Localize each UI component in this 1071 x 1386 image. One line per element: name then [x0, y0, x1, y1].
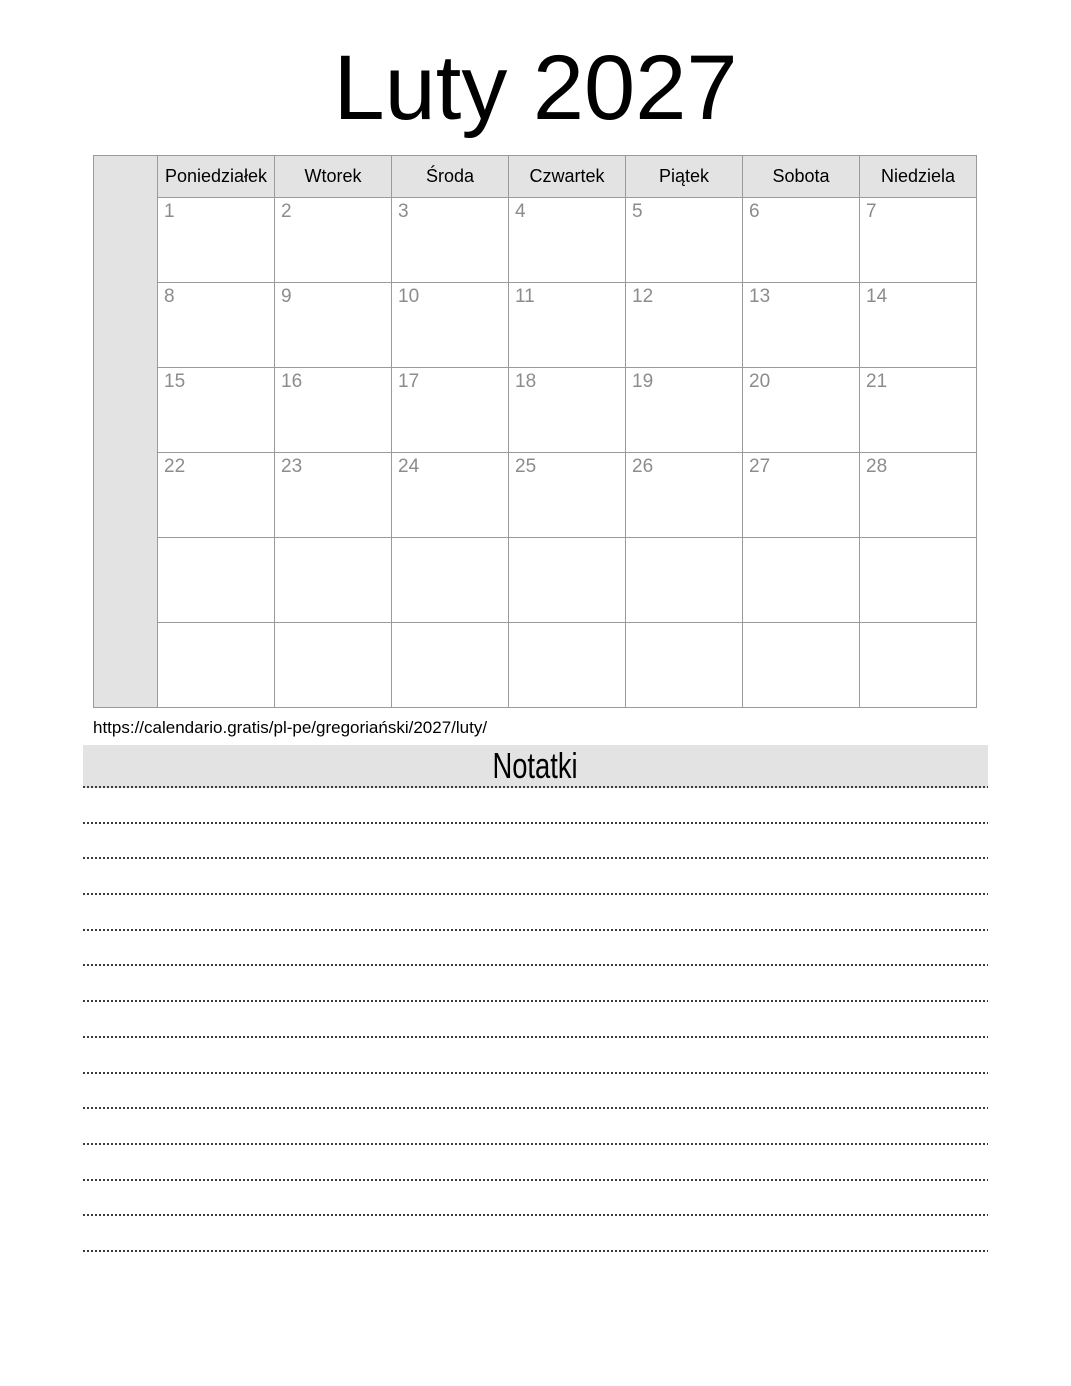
weekday-header-5: Piątek [626, 156, 743, 198]
day-cell-empty [860, 538, 977, 623]
day-cell-13: 13 [743, 283, 860, 368]
source-url: https://calendario.gratis/pl-pe/gregoriański/2027/luty/ [93, 718, 488, 737]
day-cell-26: 26 [626, 453, 743, 538]
calendar-header-row [94, 156, 977, 198]
day-cell-empty [509, 623, 626, 708]
day-cell-empty [275, 538, 392, 623]
day-cell-12: 12 [626, 283, 743, 368]
weekday-header-3: Środa [392, 156, 509, 198]
calendar-week-row-1 [94, 198, 977, 283]
day-cell-23: 23 [275, 453, 392, 538]
page-title: Luty 2027 [333, 37, 738, 139]
day-cell-19: 19 [626, 368, 743, 453]
weekday-header-1: Poniedziałek [158, 156, 275, 198]
notes-header [83, 745, 988, 788]
note-line [83, 1216, 988, 1252]
day-cell-empty [626, 623, 743, 708]
calendar-week-row-2 [94, 283, 977, 368]
day-cell-empty [392, 623, 509, 708]
day-cell-27: 27 [743, 453, 860, 538]
day-cell-22: 22 [158, 453, 275, 538]
calendar-week-row-4 [94, 453, 977, 538]
day-cell-28: 28 [860, 453, 977, 538]
day-cell-10: 10 [392, 283, 509, 368]
day-cell-8: 8 [158, 283, 275, 368]
note-line [83, 1074, 988, 1110]
note-line [83, 931, 988, 967]
day-cell-17: 17 [392, 368, 509, 453]
day-cell-24: 24 [392, 453, 509, 538]
day-cell-25: 25 [509, 453, 626, 538]
day-cell-7: 7 [860, 198, 977, 283]
calendar-table [93, 155, 977, 708]
note-line [83, 1109, 988, 1145]
day-cell-empty [158, 538, 275, 623]
weekday-header-6: Sobota [743, 156, 860, 198]
day-cell-empty [743, 538, 860, 623]
note-line [83, 1038, 988, 1074]
day-cell-empty [392, 538, 509, 623]
notes-section [83, 745, 988, 1252]
week-number-column [94, 156, 158, 708]
notes-lines [83, 788, 988, 1252]
day-cell-3: 3 [392, 198, 509, 283]
day-cell-5: 5 [626, 198, 743, 283]
note-line [83, 966, 988, 1002]
day-cell-11: 11 [509, 283, 626, 368]
day-cell-empty [275, 623, 392, 708]
note-line [83, 895, 988, 931]
weekday-header-4: Czwartek [509, 156, 626, 198]
day-cell-14: 14 [860, 283, 977, 368]
note-line [83, 1145, 988, 1181]
day-cell-18: 18 [509, 368, 626, 453]
day-cell-20: 20 [743, 368, 860, 453]
day-cell-15: 15 [158, 368, 275, 453]
note-line [83, 1002, 988, 1038]
notes-title: Notatki [492, 745, 579, 786]
day-cell-6: 6 [743, 198, 860, 283]
weekday-header-2: Wtorek [275, 156, 392, 198]
note-line [83, 859, 988, 895]
day-cell-empty [509, 538, 626, 623]
day-cell-21: 21 [860, 368, 977, 453]
day-cell-1: 1 [158, 198, 275, 283]
day-cell-empty [626, 538, 743, 623]
day-cell-empty [158, 623, 275, 708]
day-cell-empty [743, 623, 860, 708]
calendar-week-row-3 [94, 368, 977, 453]
day-cell-empty [860, 623, 977, 708]
day-cell-9: 9 [275, 283, 392, 368]
note-line [83, 1181, 988, 1217]
note-line [83, 788, 988, 824]
day-cell-16: 16 [275, 368, 392, 453]
calendar-week-row-5 [94, 538, 977, 623]
day-cell-4: 4 [509, 198, 626, 283]
note-line [83, 824, 988, 860]
weekday-header-7: Niedziela [860, 156, 977, 198]
day-cell-2: 2 [275, 198, 392, 283]
calendar-week-row-6 [94, 623, 977, 708]
